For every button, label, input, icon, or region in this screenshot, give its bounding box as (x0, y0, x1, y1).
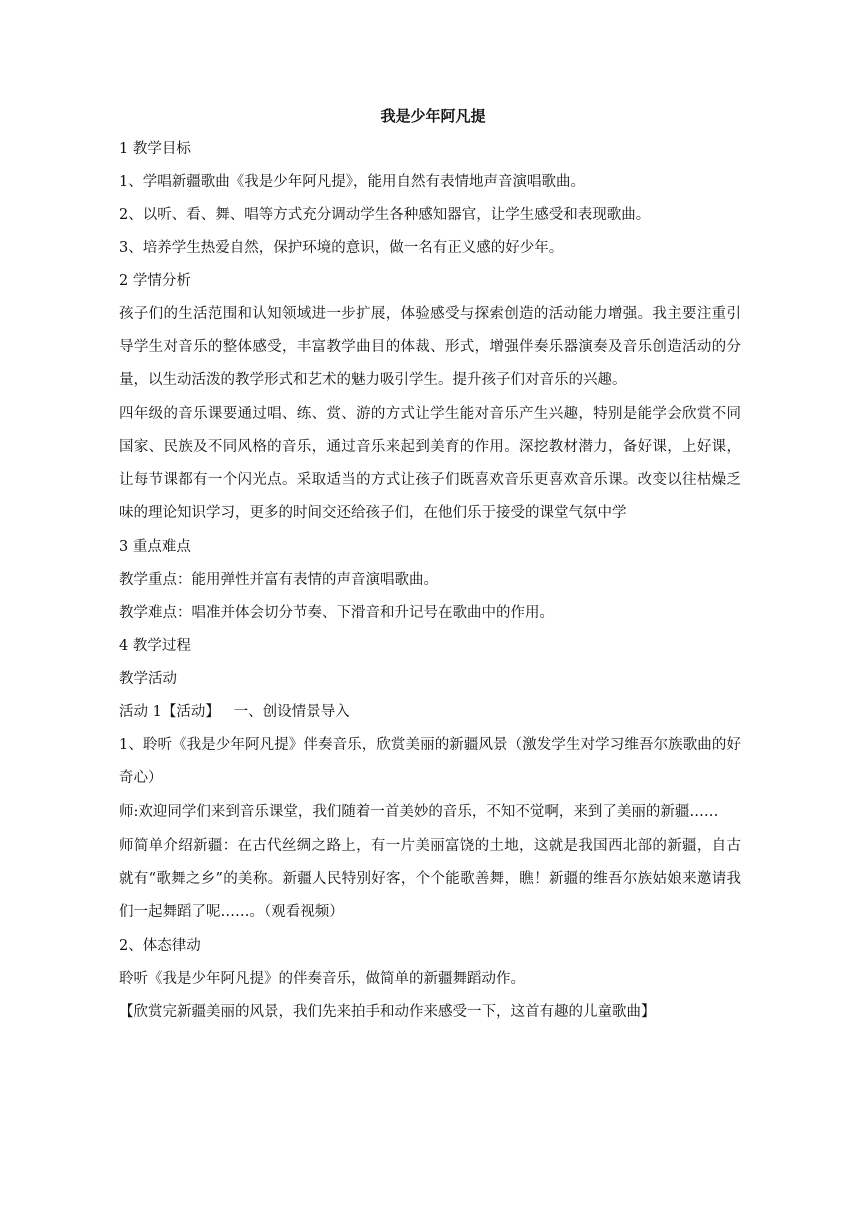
process-step-1: 1、聆听《我是少年阿凡提》伴奏音乐，欣赏美丽的新疆风景（激发学生对学习维吾尔族歌曲的好奇心） (119, 737, 741, 786)
teacher-line-1: 师:欢迎同学们来到音乐课堂，我们随着一首美妙的音乐，不知不觉啊，来到了美丽的新疆…… (119, 804, 719, 820)
process-bracket-note: 【欣赏完新疆美丽的风景，我们先来拍手和动作来感受一下，这首有趣的儿童歌曲】 (119, 1004, 656, 1020)
activity-1-heading: 活动 1【活动】 一、创设情景导入 (119, 704, 350, 720)
teacher-line-2: 师简单介绍新疆：在古代丝绸之路上，有一片美丽富饶的土地，这就是我国西北部的新疆，自古就有“歌舞之乡”的美称。新疆人民特别好客，个个能歌善舞，瞧！新疆的维吾尔族姑娘来邀请我们一起舞蹈了呢……。（观看视频） (119, 838, 741, 920)
objective-item-1: 1、学唱新疆歌曲《我是少年阿凡提》，能用自然有表情地声音演唱歌曲。 (119, 174, 585, 190)
document-body (119, 106, 741, 1035)
document-title: 我是少年阿凡提 (380, 107, 486, 125)
objective-item-2: 2、以听、看、舞、唱等方式充分调动学生各种感知器官，让学生感受和表现歌曲。 (119, 207, 651, 223)
key-point-text: 教学重点：能用弹性并富有表情的声音演唱歌曲。 (119, 572, 438, 588)
process-step-2-text: 聆听《我是少年阿凡提》的伴奏音乐，做简单的新疆舞蹈动作。 (119, 971, 525, 987)
difficulty-text: 教学难点：唱准并体会切分节奏、下滑音和升记号在歌曲中的作用。 (119, 605, 554, 621)
section-heading-process: 4 教学过程 (119, 638, 191, 654)
process-step-2: 2、体态律动 (119, 938, 201, 954)
analysis-paragraph-2: 四年级的音乐课要通过唱、练、赏、游的方式让学生能对音乐产生兴趣，特别是能学会欣赏不同国家、民族及不同风格的音乐，通过音乐来起到美育的作用。深挖教材潜力，备好课，上好课，让每节课都有一个闪光点。采取适当的方式让孩子们既喜欢音乐更喜欢音乐课。改变以往枯燥乏味的理论知识学习，更多的时间交还给孩子们，在他们乐于接受的课堂气氛中学 (119, 406, 741, 521)
process-subheading: 教学活动 (119, 671, 177, 687)
section-heading-key-points: 3 重点难点 (119, 539, 191, 555)
objective-item-3: 3、培养学生热爱自然，保护环境的意识，做一名有正义感的好少年。 (119, 240, 564, 256)
section-heading-objectives: 1 教学目标 (119, 141, 191, 157)
analysis-paragraph-1: 孩子们的生活范围和认知领域进一步扩展，体验感受与探索创造的活动能力增强。我主要注重引导学生对音乐的整体感受，丰富教学曲目的体裁、形式，增强伴奏乐器演奏及音乐创造活动的分量，以生动活泼的教学形式和艺术的魅力吸引学生。提升孩子们对音乐的兴趣。 (119, 306, 741, 388)
section-heading-analysis: 2 学情分析 (119, 273, 191, 289)
